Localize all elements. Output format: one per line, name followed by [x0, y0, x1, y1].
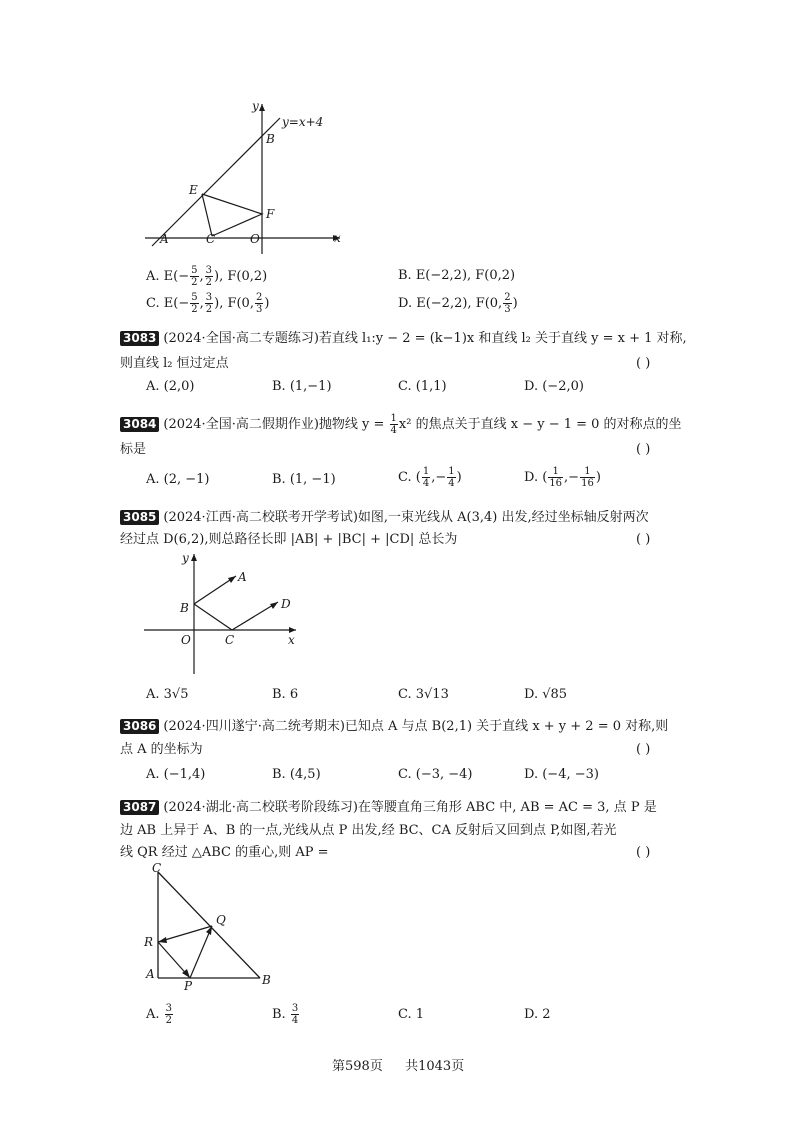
total-pages: 共1043页	[405, 1059, 465, 1074]
q3085-option-A: A. 3√5	[146, 687, 189, 702]
q3086-option-B: B. (4,5)	[272, 767, 321, 782]
q3087-stem-line2: 边 AB 上异于 A、B 的一点,光线从点 P 出发,经 BC、CA 反射后又回到点 P,如图,若光	[120, 823, 617, 838]
q3085-option-B: B. 6	[272, 687, 299, 702]
option-B: B. E(−2,2), F(0,2)	[398, 268, 516, 283]
option-C: C. E(− $\frac{5}{2}$ , $\frac{3}{2}$ ), F(0, $\frac{2}{3}$ )	[146, 292, 270, 315]
q3086-option-A: A. (−1,4)	[146, 767, 206, 782]
page-number: 第598页	[332, 1059, 383, 1074]
q3084-number: 3084	[120, 417, 159, 432]
q3084-stem-line1: 3084 (2024·全国·高二假期作业)抛物线 y = $\frac{1}{4}$ x² 的焦点关于直线 x − y − 1 = 0 的对称点的坐	[120, 413, 682, 436]
q3086-option-D: D. (−4, −3)	[524, 767, 599, 782]
fig1-O: O	[250, 232, 260, 246]
q3086-stem-line2: 点 A 的坐标为	[120, 742, 203, 757]
q3086-answer-bracket: ( )	[636, 742, 651, 757]
q3086-stem-line1: 3086 (2024·四川遂宁·高二统考期末)已知点 A 与点 B(2,1) 关于直线 x + y + 2 = 0 对称,则	[120, 719, 668, 735]
q3085-fig-C: C	[225, 633, 235, 647]
option-A: A. E(− $\frac{5}{2}$ , $\frac{3}{2}$ ), F(0,2)	[146, 265, 268, 288]
q3084-option-C: C. ( $\frac{1}{4}$ ,− $\frac{1}{4}$ )	[398, 466, 462, 489]
q3087-fig-A: A	[146, 967, 155, 981]
q3083-option-B: B. (1,−1)	[272, 379, 332, 394]
q3085-fig-B: B	[180, 601, 189, 615]
q3085-stem-line1: 3085 (2024·江西·高二校联考开学考试)如图,一束光线从 A(3,4) 出发,经过坐标轴反射两次	[120, 510, 649, 526]
q3087-fig-P: P	[184, 979, 193, 993]
q3087-fig-B: B	[262, 973, 271, 987]
q3087-stem-line1: 3087 (2024·湖北·高二校联考阶段练习)在等腰直角三角形 ABC 中, AB = AC = 3, 点 P 是	[120, 800, 657, 816]
q3087-number: 3087	[120, 800, 159, 815]
q3084-stem-line2: 标是	[120, 442, 147, 457]
fig1-x-label: x	[334, 231, 341, 245]
page-footer	[332, 1055, 464, 1074]
q3085-number: 3085	[120, 510, 159, 525]
option-D: D. E(−2,2), F(0, $\frac{2}{3}$ )	[398, 292, 518, 315]
q3084-option-A: A. (2, −1)	[146, 472, 210, 487]
fig1-C: C	[206, 232, 216, 246]
fig1-F: F	[266, 207, 275, 221]
q3087-option-B: B. $\frac{3}{4}$	[272, 1003, 299, 1026]
q3085-fig-x: x	[288, 633, 295, 647]
q3087-option-A: A. $\frac{3}{2}$	[146, 1003, 173, 1026]
q3083-answer-bracket: ( )	[636, 356, 651, 371]
q3083-option-D: D. (−2,0)	[524, 379, 584, 394]
q3084-answer-bracket: ( )	[636, 442, 651, 457]
fig1-y-label: y	[252, 99, 259, 113]
q3085-fig-A: A	[238, 570, 247, 584]
q3087-fig-R: R	[144, 935, 154, 949]
q3085-stem-line2: 经过点 D(6,2),则总路径长即 |AB| + |BC| + |CD| 总长为	[120, 532, 458, 547]
q3087-answer-bracket: ( )	[636, 845, 651, 860]
q3084-option-D: D. ( $\frac{1}{16}$ ,− $\frac{1}{16}$ )	[524, 466, 601, 489]
q3087-fig-C: C	[152, 861, 162, 875]
q3087-figure	[138, 860, 288, 1000]
q3086-option-C: C. (−3, −4)	[398, 767, 473, 782]
q3085-fig-y: y	[182, 551, 189, 565]
fig1-line-label: y=x+4	[282, 115, 324, 129]
q3087-stem-line3: 线 QR 经过 △ABC 的重心,则 AP =	[120, 845, 329, 860]
q3087-option-C: C. 1	[398, 1007, 425, 1022]
figure-line-reflection	[140, 96, 360, 256]
q3083-stem-line1: 3083 (2024·全国·高二专题练习)若直线 l₁:y − 2 = (k−1)x 和直线 l₂ 关于直线 y = x + 1 对称,	[120, 331, 687, 347]
q3084-option-B: B. (1, −1)	[272, 472, 336, 487]
q3083-option-A: A. (2,0)	[146, 379, 195, 394]
q3085-fig-O: O	[181, 633, 191, 647]
q3087-fig-Q: Q	[216, 913, 226, 927]
fig1-E: E	[189, 183, 198, 197]
fig1-B: B	[266, 132, 275, 146]
q3085-option-D: D. √85	[524, 687, 568, 702]
q3086-number: 3086	[120, 719, 159, 734]
q3083-option-C: C. (1,1)	[398, 379, 447, 394]
q3085-answer-bracket: ( )	[636, 532, 651, 547]
q3083-stem-line2: 则直线 l₂ 恒过定点	[120, 356, 229, 371]
q3085-fig-D: D	[281, 597, 291, 611]
q3087-option-D: D. 2	[524, 1007, 551, 1022]
fig1-A: A	[160, 232, 169, 246]
q3083-number: 3083	[120, 331, 159, 346]
q3085-option-C: C. 3√13	[398, 687, 449, 702]
q3085-figure	[140, 548, 310, 678]
